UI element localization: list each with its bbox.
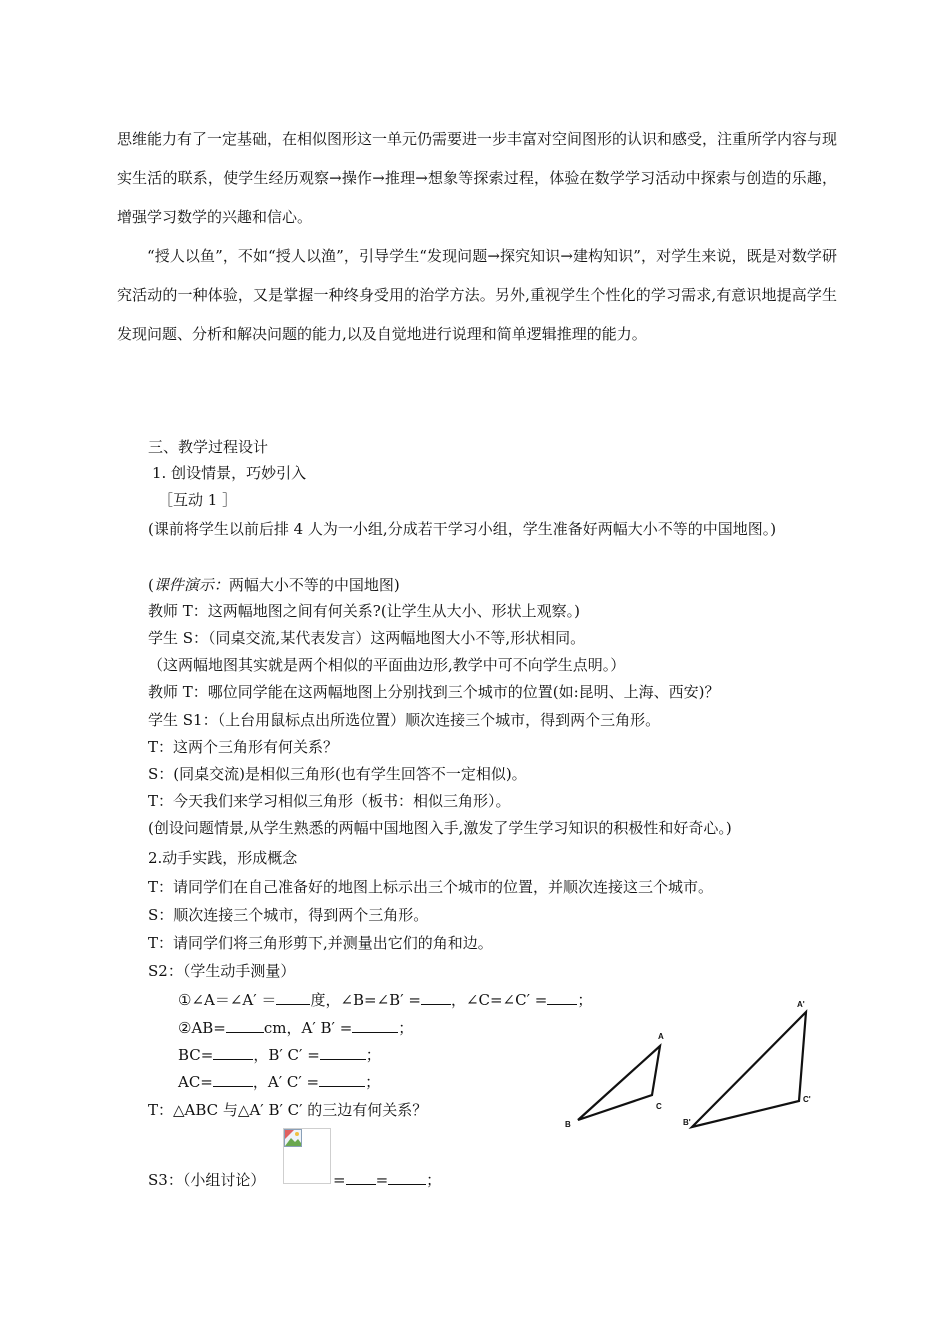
- measure-text: ；: [365, 1046, 381, 1064]
- s3-line: [148, 1170, 265, 1190]
- similar-triangles-figure: [555, 995, 825, 1140]
- measure-text: ，∠C=∠C′ =: [450, 991, 548, 1009]
- dialogue-line: S：(同桌交流)是相似三角形(也有学生回答不一定相似)。: [148, 765, 527, 783]
- demo-prefix: (: [148, 576, 154, 594]
- blank-field: [213, 1072, 253, 1087]
- demo-line: [148, 575, 400, 595]
- dialogue-line: 学生 S：（同桌交流,某代表发言）这两幅地图大小不等,形状相同。: [148, 629, 586, 647]
- measure-line-angles: [178, 990, 592, 1010]
- measure-text: ，B′ C′ =: [253, 1046, 320, 1064]
- blank-field: [226, 1018, 264, 1033]
- question-line: T：△ABC 与△A′ B′ C′ 的三边有何关系？: [148, 1101, 428, 1119]
- dialogue-line: T：请同学们将三角形剪下,并测量出它们的角和边。: [148, 934, 493, 952]
- dialogue-line: 教师 T：这两幅地图之间有何关系?(让学生从大小、形状上观察。): [148, 602, 581, 620]
- measure-text: ；: [365, 1073, 381, 1091]
- step1-title: 1. 创设情景，巧妙引入: [152, 464, 307, 482]
- blank-field: [319, 1072, 365, 1087]
- measure-text: ①∠A＝∠A′ ＝: [178, 991, 277, 1009]
- demo-text: 两幅大小不等的中国地图): [228, 576, 400, 594]
- dialogue-line: T：这两个三角形有何关系？: [148, 738, 339, 756]
- dialogue-line: (创设问题情景,从学生熟悉的两幅中国地图入手,激发了学生学习知识的积极性和好奇心。): [148, 819, 732, 837]
- dialogue-line: 学生 S1：（上台用鼠标点出所选位置）顺次连接三个城市，得到两个三角形。: [148, 711, 661, 729]
- s3-end: ；: [426, 1171, 442, 1189]
- interaction-label: ［互动 1 ］: [158, 491, 238, 509]
- measure-text: 度，∠B=∠B′ =: [310, 991, 421, 1009]
- blank-field: [352, 1018, 398, 1033]
- measure-line-ac: [178, 1072, 380, 1092]
- dialogue-line: S：顺次连接三个城市，得到两个三角形。: [148, 906, 429, 924]
- equals-sign: =: [333, 1171, 346, 1189]
- measure-line-ab: [178, 1018, 413, 1038]
- dialogue-line: T：请同学们在自己准备好的地图上标示出三个城市的位置，并顺次连接这三个城市。: [148, 878, 714, 896]
- blank-field: [421, 990, 451, 1005]
- measure-text: ②AB=: [178, 1019, 226, 1037]
- label-a: A: [658, 1032, 664, 1041]
- triangle-a-prime: [692, 1012, 806, 1127]
- intro-paragraph-2: “授人以鱼”，不如“授人以渔”，引导学生“发现问题→探究知识→建构知识”，对学生来说，既是对数学研究活动的一种体验，又是掌握一种终身受用的治学方法。另外,重视学生个性化的学习需求,有意识地提高学生发现问题、分析和解决问题的能力,以及自觉地进行说理和简单逻辑推理的能力。: [117, 247, 837, 343]
- label-c: C: [656, 1102, 662, 1111]
- measure-text: cm，A′ B′ =: [263, 1019, 353, 1037]
- measure-text: ；: [577, 991, 593, 1009]
- measure-line-bc: [178, 1045, 381, 1065]
- s3-prefix: S3：（小组讨论）: [148, 1171, 266, 1189]
- label-a-prime: A': [797, 1000, 805, 1009]
- dialogue-line: S2：（学生动手测量）: [148, 962, 296, 980]
- blank-field: [346, 1170, 376, 1185]
- measure-text: BC=: [178, 1046, 214, 1064]
- blank-field: [320, 1045, 366, 1060]
- dialogue-line: （这两幅地图其实就是两个相似的平面曲边形,教学中可不向学生点明。）: [148, 656, 626, 674]
- step2-title: 2.动手实践，形成概念: [148, 849, 298, 867]
- s3-equation: [333, 1170, 441, 1190]
- measure-text: ；: [398, 1019, 414, 1037]
- fraction-image-placeholder: [283, 1128, 331, 1184]
- blank-field: [213, 1045, 253, 1060]
- dialogue-line: 教师 T：哪位同学能在这两幅地图上分别找到三个城市的位置(如:昆明、上海、西安)？: [148, 683, 720, 701]
- section-title: 三、教学过程设计: [148, 438, 269, 456]
- measure-text: ，A′ C′ =: [252, 1073, 320, 1091]
- broken-image-icon: [284, 1129, 302, 1147]
- dialogue-line: T：今天我们来学习相似三角形（板书：相似三角形）。: [148, 792, 511, 810]
- blank-field: [388, 1170, 426, 1185]
- equals-sign: =: [375, 1171, 389, 1189]
- label-c-prime: C': [803, 1095, 811, 1104]
- blank-field: [276, 990, 310, 1005]
- prep-note: (课前将学生以前后排 4 人为一小组,分成若干学习小组，学生准备好两幅大小不等的中国地图。): [148, 520, 777, 538]
- measure-text: AC=: [178, 1073, 213, 1091]
- label-b-prime: B': [683, 1118, 691, 1127]
- label-b: B: [565, 1120, 571, 1129]
- demo-italic: 课件演示：: [153, 576, 229, 594]
- intro-paragraph-1: 思维能力有了一定基础，在相似图形这一单元仍需要进一步丰富对空间图形的认识和感受，注重所学内容与现实生活的联系，使学生经历观察→操作→推理→想象等探索过程，体验在数学学习活动中探索与创造的乐趣，增强学习数学的兴趣和信心。: [117, 130, 838, 226]
- triangle-abc: [578, 1046, 660, 1120]
